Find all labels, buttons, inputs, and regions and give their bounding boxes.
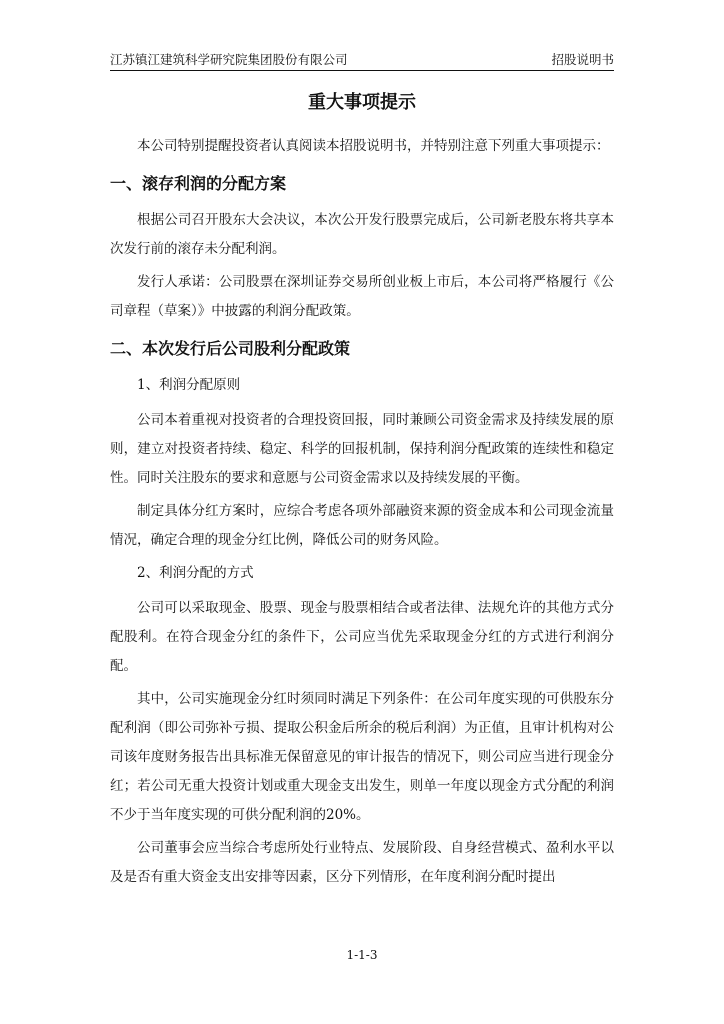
section1-paragraph: 根据公司召开股东大会决议，本次公开发行股票完成后，公司新老股东将共享本次发行前的滚存未分配利润。 — [110, 212, 614, 257]
header-company-name: 江苏镇江建筑科学研究院集团股份有限公司 — [110, 52, 348, 67]
header-document-type: 招股说明书 — [551, 52, 614, 67]
subsection-title-distribution-principle: 1、利润分配原则 — [137, 377, 241, 393]
running-header — [110, 50, 614, 70]
intro-paragraph: 本公司特别提醒投资者认真阅读本招股说明书，并特别注意下列重大事项提示： — [137, 138, 610, 154]
document-title: 重大事项提示 — [308, 92, 416, 113]
section2-paragraph: 制定具体分红方案时，应综合考虑各项外部融资来源的资金成本和公司现金流量情况，确定合理的现金分红比例，降低公司的财务风险。 — [110, 503, 614, 548]
section-heading-dividend-policy: 二、本次发行后公司股利分配政策 — [110, 339, 351, 358]
section2-paragraph: 其中，公司实施现金分红时须同时满足下列条件：在公司年度实现的可供股东分配利润（即公司弥补亏损、提取公积金后所余的税后利润）为正值，且审计机构对公司该年度财务报告出具标准无保留意见的审计报告的情况下，则公司应当进行现金分红；若公司无重大投资计划或重大现金支出发生，则单一年度以现金方式分配的利润不少于当年度实现的可供分配利润的20%。 — [110, 691, 614, 823]
section1-paragraph: 发行人承诺：公司股票在深圳证券交易所创业板上市后，本公司将严格履行《公司章程（草案）》中披露的利润分配政策。 — [110, 274, 614, 319]
page-number: 1-1-3 — [346, 948, 378, 962]
section2-paragraph: 公司本着重视对投资者的合理投资回报，同时兼顾公司资金需求及持续发展的原则，建立对投资者持续、稳定、科学的回报机制，保持利润分配政策的连续性和稳定性。同时关注股东的要求和意愿与公司资金需求以及持续发展的平衡。 — [110, 412, 614, 486]
header-divider — [110, 70, 614, 71]
document-body — [110, 88, 614, 896]
section-heading-retained-earnings: 一、滚存利润的分配方案 — [110, 174, 287, 193]
section2-paragraph: 公司可以采取现金、股票、现金与股票相结合或者法律、法规允许的其他方式分配股利。在符合现金分红的条件下，公司应当优先采取现金分红的方式进行利润分配。 — [110, 600, 614, 674]
section2-paragraph: 公司董事会应当综合考虑所处行业特点、发展阶段、自身经营模式、盈利水平以及是否有重大资金支出安排等因素，区分下列情形，在年度利润分配时提出 — [110, 840, 614, 885]
subsection-title-distribution-method: 2、利润分配的方式 — [137, 565, 254, 581]
